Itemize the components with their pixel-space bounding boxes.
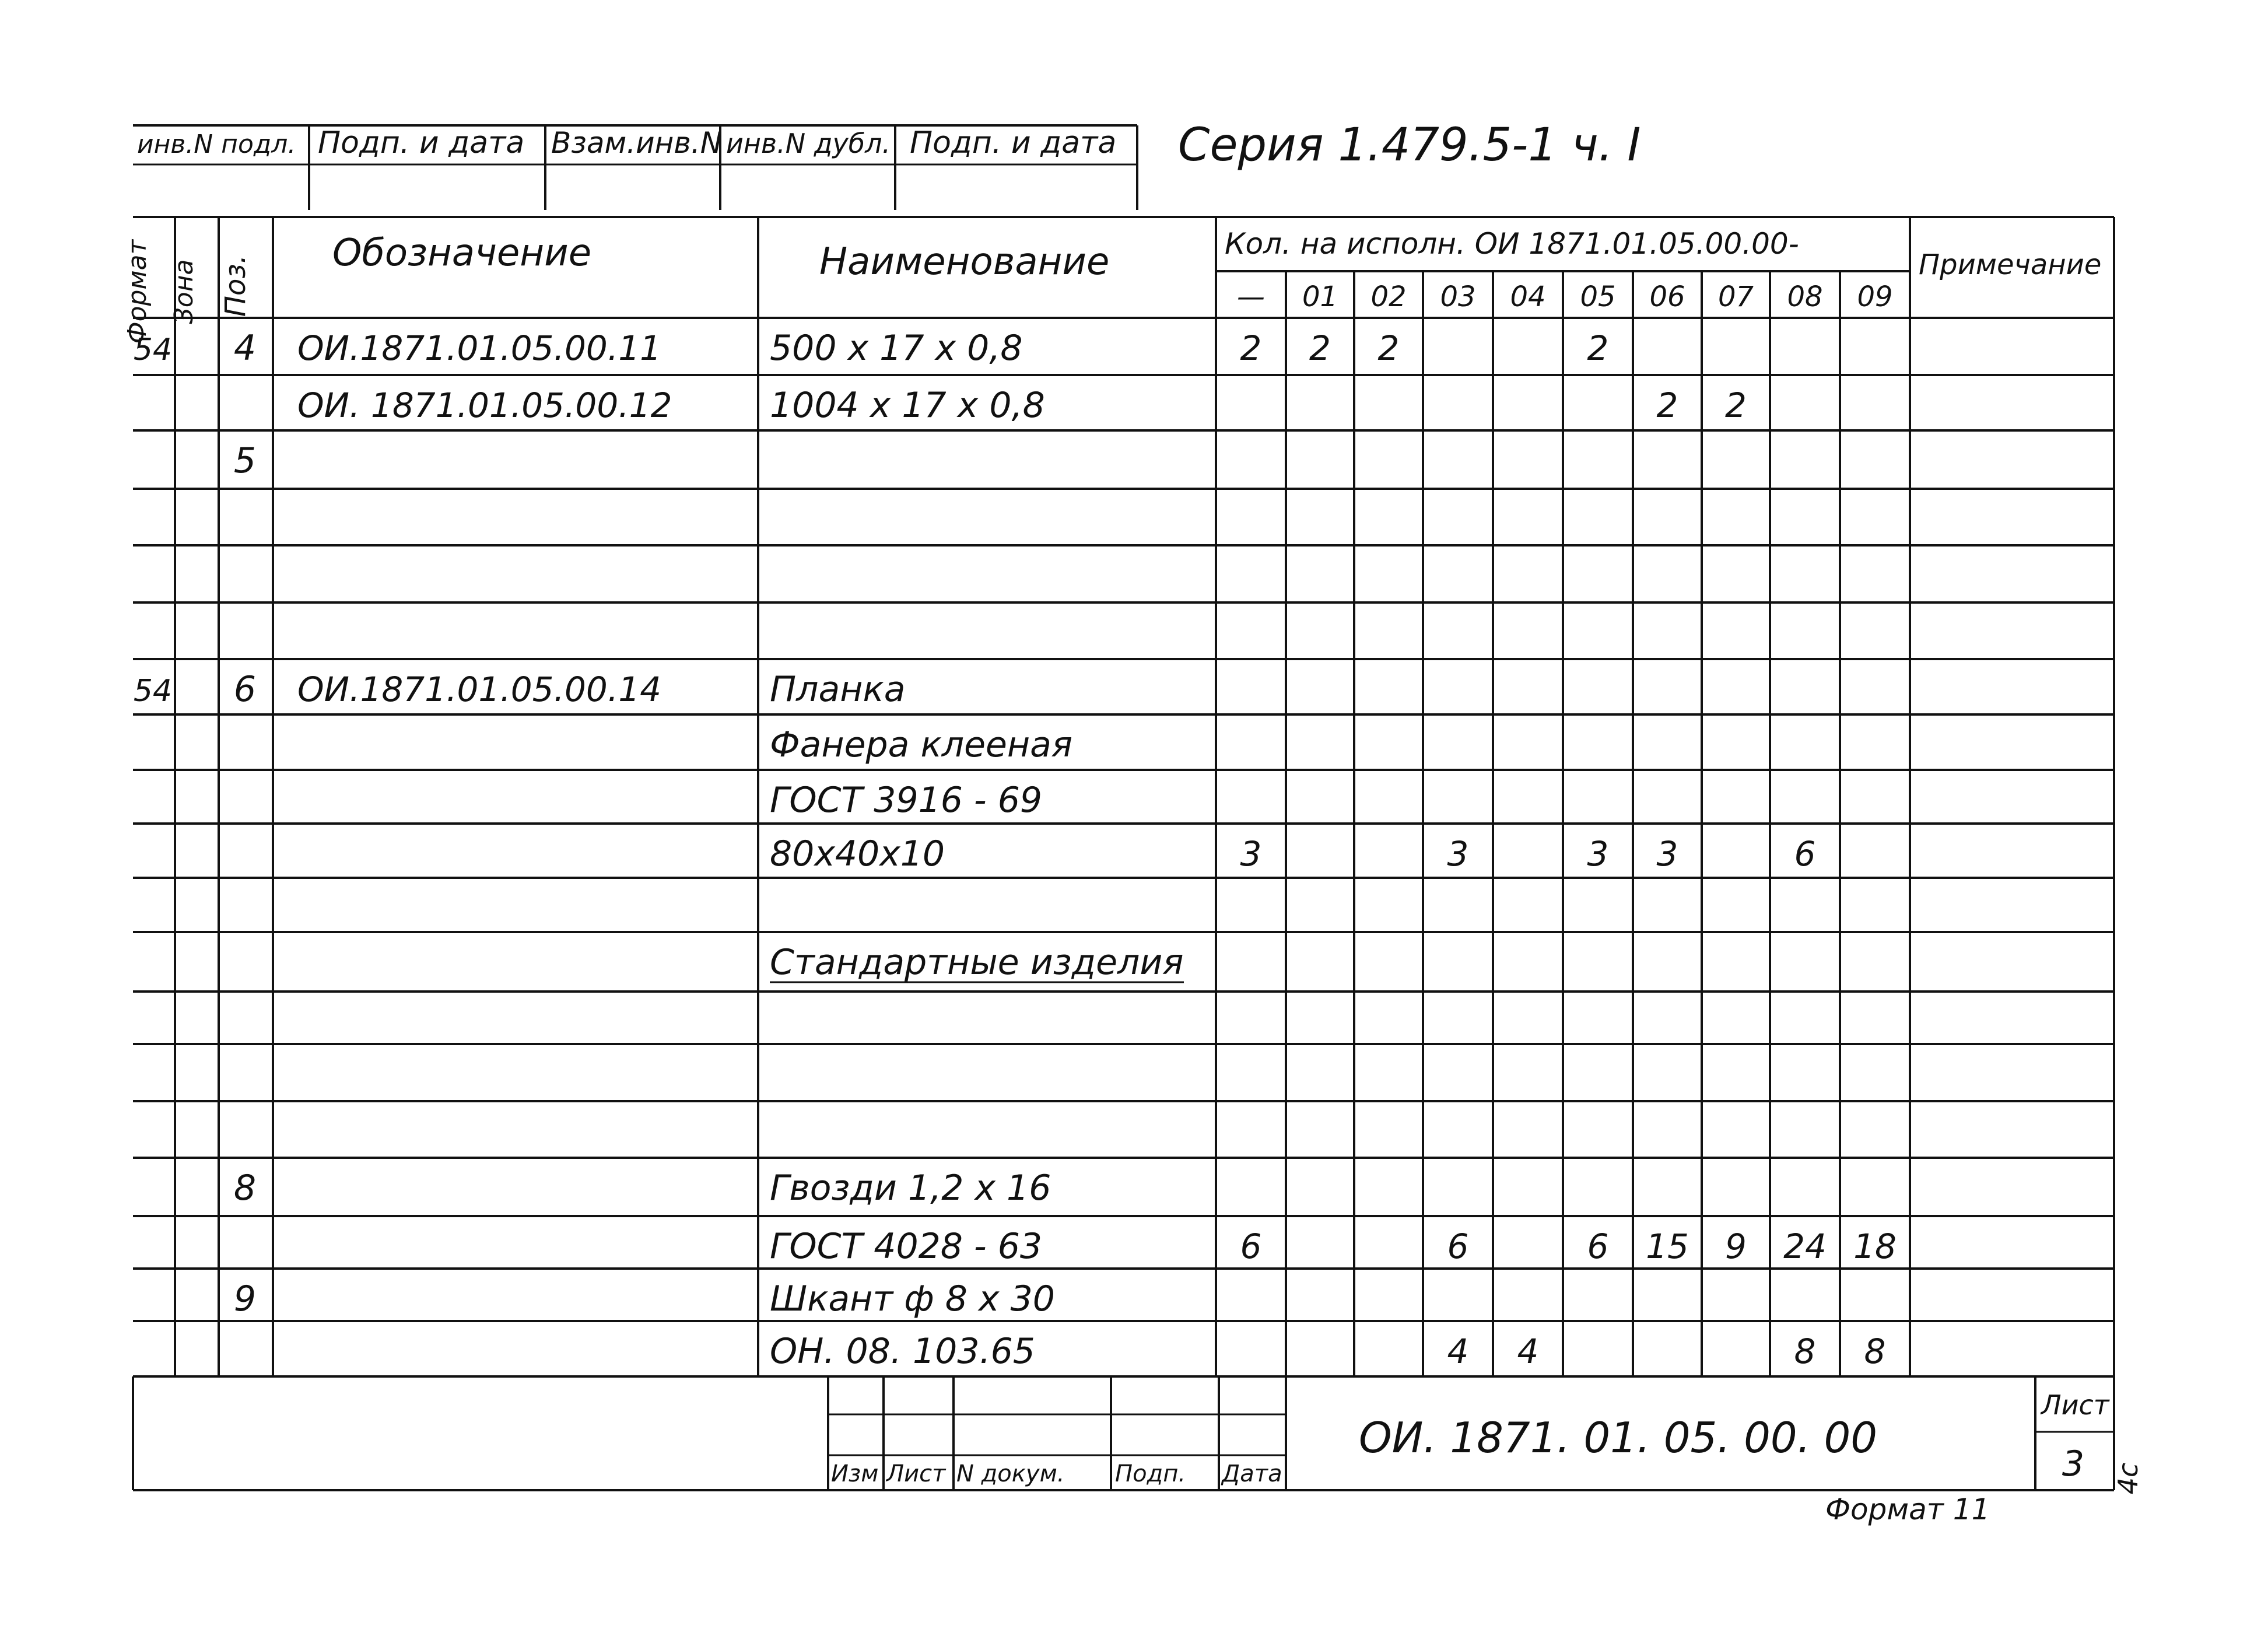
variant-header-05: 05 xyxy=(1580,281,1616,313)
cell-format: 54 xyxy=(133,674,173,709)
footer-data: Дата xyxy=(1222,1460,1282,1487)
cell-naimenovanie: Планка xyxy=(770,669,906,710)
header-format: Формат xyxy=(122,239,152,344)
cell-poz: 6 xyxy=(233,669,257,710)
cell-quantity: 24 xyxy=(1783,1227,1827,1266)
variant-header-02: 02 xyxy=(1370,281,1407,313)
footer-izm: Изм xyxy=(831,1460,879,1487)
variant-header-01: 01 xyxy=(1302,281,1338,313)
series-label: Серия 1.479.5-1 ч. I xyxy=(1178,119,1641,171)
cell-quantity: 2 xyxy=(1377,328,1400,368)
stamp-inv-podl: инв.N подл. xyxy=(137,129,296,159)
variant-header-07: 07 xyxy=(1717,281,1754,313)
cell-quantity: 3 xyxy=(1656,834,1678,874)
cell-quantity: 8 xyxy=(1794,1332,1816,1371)
cell-quantity: 6 xyxy=(1794,834,1816,874)
cell-poz: 8 xyxy=(233,1168,257,1208)
stamp-inv-dubl: инв.N дубл. xyxy=(726,128,891,159)
cell-quantity: 4 xyxy=(1447,1332,1469,1371)
cell-quantity: 18 xyxy=(1853,1227,1897,1266)
header-kol-title: Кол. на исполн. ОИ 1871.01.05.00.00- xyxy=(1225,227,1799,261)
cell-naimenovanie: 1004 x 17 x 0,8 xyxy=(770,385,1045,426)
stamp-podp-data-2: Подп. и дата xyxy=(910,125,1117,160)
cell-naimenovanie: ГОСТ 3916 - 69 xyxy=(770,780,1043,821)
footer-list: Лист xyxy=(886,1460,946,1487)
footer-format-note: Формат 11 xyxy=(1825,1493,1990,1526)
variant-header-09: 09 xyxy=(1857,281,1893,313)
cell-oboznachenie: ОИ.1871.01.05.00.11 xyxy=(297,328,662,368)
footer-n-dokum: N докум. xyxy=(956,1460,1065,1487)
cell-quantity: 2 xyxy=(1240,328,1262,368)
cell-naimenovanie: Гвозди 1,2 x 16 xyxy=(770,1168,1051,1208)
footer-sheet-number: 3 xyxy=(2062,1444,2085,1484)
cell-quantity: 3 xyxy=(1587,834,1609,874)
cell-naimenovanie: 500 x 17 x 0,8 xyxy=(770,328,1023,369)
cell-oboznachenie: ОИ. 1871.01.05.00.12 xyxy=(297,386,672,425)
footer-sheet-label: Лист xyxy=(2041,1389,2109,1421)
header-naimenovanie: Наименование xyxy=(819,240,1110,283)
cell-naimenovanie: ГОСТ 4028 - 63 xyxy=(770,1226,1043,1267)
stamp-vzam-inv: Взам.инв.N xyxy=(551,126,723,160)
cell-quantity: 2 xyxy=(1587,328,1609,368)
header-oboznachenie: Обозначение xyxy=(332,232,592,275)
cell-quantity: 6 xyxy=(1447,1227,1469,1266)
header-poz: Поз. xyxy=(219,254,252,317)
footer-podp: Подп. xyxy=(1115,1460,1186,1487)
cell-naimenovanie: 80x40x10 xyxy=(770,833,945,874)
variant-header-06: 06 xyxy=(1649,281,1685,313)
cell-quantity: 6 xyxy=(1240,1227,1262,1266)
variant-header-base: — xyxy=(1237,281,1265,313)
cell-poz: 9 xyxy=(233,1278,257,1319)
cell-quantity: 15 xyxy=(1646,1227,1689,1266)
cell-quantity: 2 xyxy=(1309,328,1331,368)
cell-quantity: 6 xyxy=(1587,1227,1609,1266)
cell-quantity: 3 xyxy=(1240,834,1262,874)
variant-header-08: 08 xyxy=(1787,281,1823,313)
cell-naimenovanie: Шкант ф 8 x 30 xyxy=(770,1278,1055,1319)
cell-quantity: 2 xyxy=(1725,386,1747,425)
cell-naimenovanie: Стандартные изделия xyxy=(770,942,1184,983)
cell-naimenovanie: Фанера клееная xyxy=(770,724,1072,765)
stamp-podp-data: Подп. и дата xyxy=(318,125,525,160)
cell-naimenovanie: ОН. 08. 103.65 xyxy=(770,1331,1035,1372)
footer-designation: ОИ. 1871. 01. 05. 00. 00 xyxy=(1359,1413,1878,1462)
cell-quantity: 3 xyxy=(1447,834,1469,874)
cell-quantity: 2 xyxy=(1656,386,1678,425)
footer-margin-mark: 4с xyxy=(2112,1462,2144,1495)
cell-oboznachenie: ОИ.1871.01.05.00.14 xyxy=(297,670,662,709)
cell-poz: 5 xyxy=(233,440,257,481)
cell-quantity: 9 xyxy=(1725,1227,1747,1266)
header-zona: Зона xyxy=(169,259,199,324)
variant-header-04: 04 xyxy=(1510,281,1546,313)
cell-quantity: 8 xyxy=(1864,1332,1886,1371)
header-primechanie: Примечание xyxy=(1919,248,2102,281)
variant-header-03: 03 xyxy=(1440,281,1476,313)
cell-quantity: 4 xyxy=(1517,1332,1539,1371)
cell-poz: 4 xyxy=(233,328,257,369)
cell-format: 54 xyxy=(133,332,173,367)
